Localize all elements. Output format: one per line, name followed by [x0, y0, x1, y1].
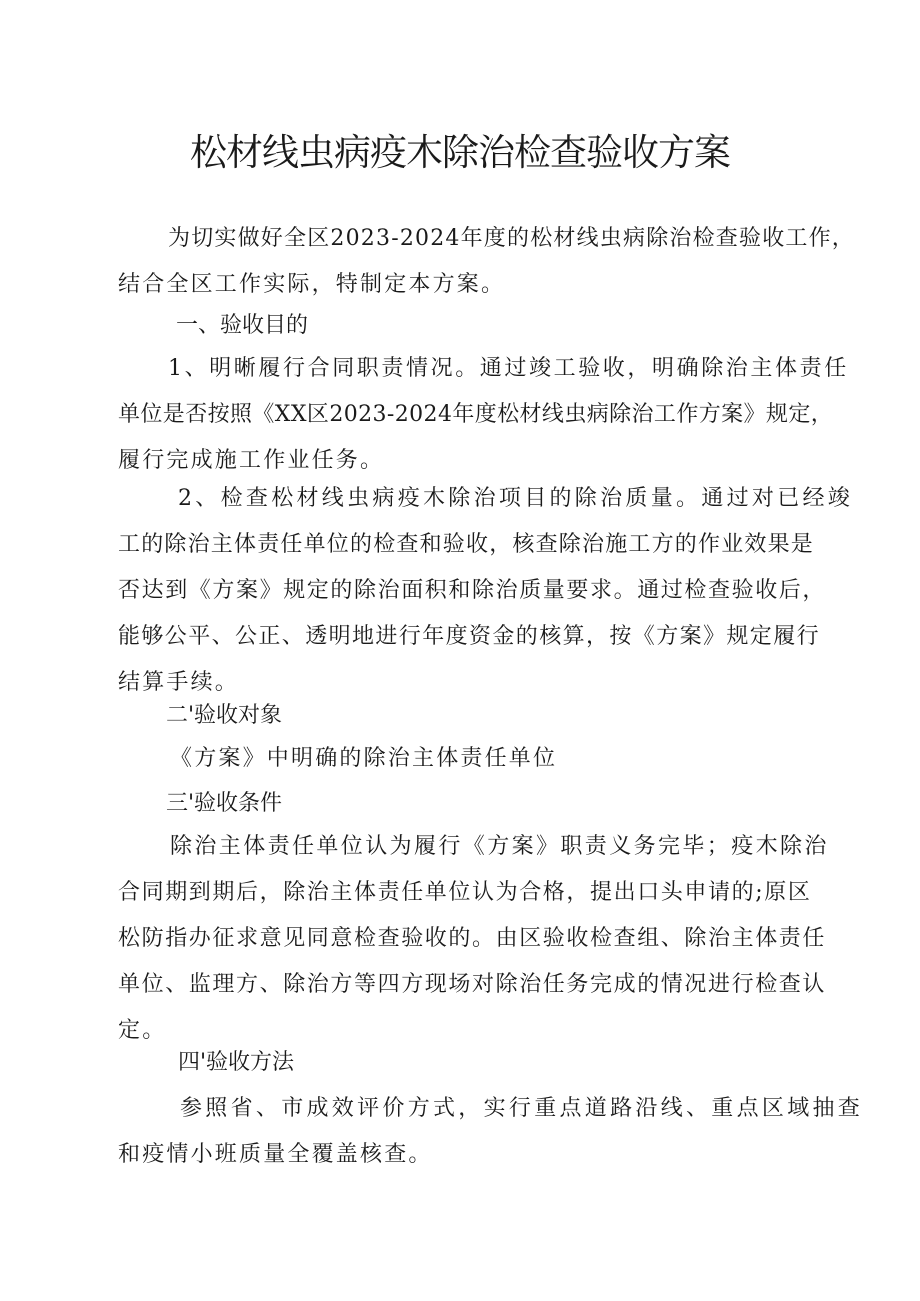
section-heading: 四'验收方法	[178, 1050, 295, 1075]
paragraph-line: 结算手续。	[118, 670, 240, 695]
paragraph-line: 除治主体责任单位认为履行《方案》职责义务完毕；疫木除治	[170, 834, 829, 859]
paragraph-line: 1、明晰履行合同职责情况。通过竣工验收，明确除治主体责任	[168, 356, 849, 381]
document-title: 松材线虫病疫木除治检查验收方案	[190, 131, 730, 174]
paragraph-line: 合同期到期后，除治主体责任单位认为合格，提出口头申请的;原区	[118, 880, 812, 905]
section-heading: 三'验收条件	[166, 791, 283, 816]
intro-paragraph	[118, 216, 856, 308]
paragraph-line: 结合全区工作实际，特制定本方案。	[118, 272, 506, 297]
paragraph-line: 定。	[118, 1018, 167, 1043]
paragraph-line: 单位、监理方、除治方等四方现场对除治任务完成的情况进行检查认	[118, 972, 827, 997]
paragraph-line: 能够公平、公正、透明地进行年度资金的核算，按《方案》规定履行	[118, 624, 821, 649]
paragraph-line: 工的除治主体责任单位的检查和验收，核查除治施工方的作业效果是	[118, 532, 815, 557]
section3-paragraph	[118, 824, 829, 1054]
section-heading: 二'验收对象	[166, 703, 283, 728]
paragraph-line: 参照省、市成效评价方式，实行重点道路沿线、重点区域抽查	[180, 1096, 864, 1121]
section-heading: 一、验收目的	[176, 313, 309, 338]
section1-item2-paragraph	[118, 476, 854, 706]
paragraph-line: 否达到《方案》规定的除治面积和除治质量要求。通过检查验收后，	[118, 578, 827, 603]
paragraph-line: 2、检查松材线虫病疫木除治项目的除治质量。通过对已经竣	[178, 486, 854, 511]
paragraph-line: 《方案》中明确的除治主体责任单位	[170, 746, 558, 771]
paragraph-line: 和疫情小班质量全覆盖核查。	[118, 1142, 433, 1167]
section2-paragraph	[118, 736, 818, 782]
paragraph-line: 为切实做好全区2023-2024年度的松材线虫病除治检查验收工作，	[168, 226, 856, 251]
paragraph-line: 松防指办征求意见同意检查验收的。由区验收检查组、除治主体责任	[118, 926, 827, 951]
section4-paragraph	[118, 1086, 864, 1178]
paragraph-line: 履行完成施工作业任务。	[118, 448, 385, 473]
paragraph-line: 单位是否按照《XX区2023-2024年度松材线虫病除治工作方案》规定，	[118, 402, 834, 427]
section1-item1-paragraph	[118, 346, 849, 484]
